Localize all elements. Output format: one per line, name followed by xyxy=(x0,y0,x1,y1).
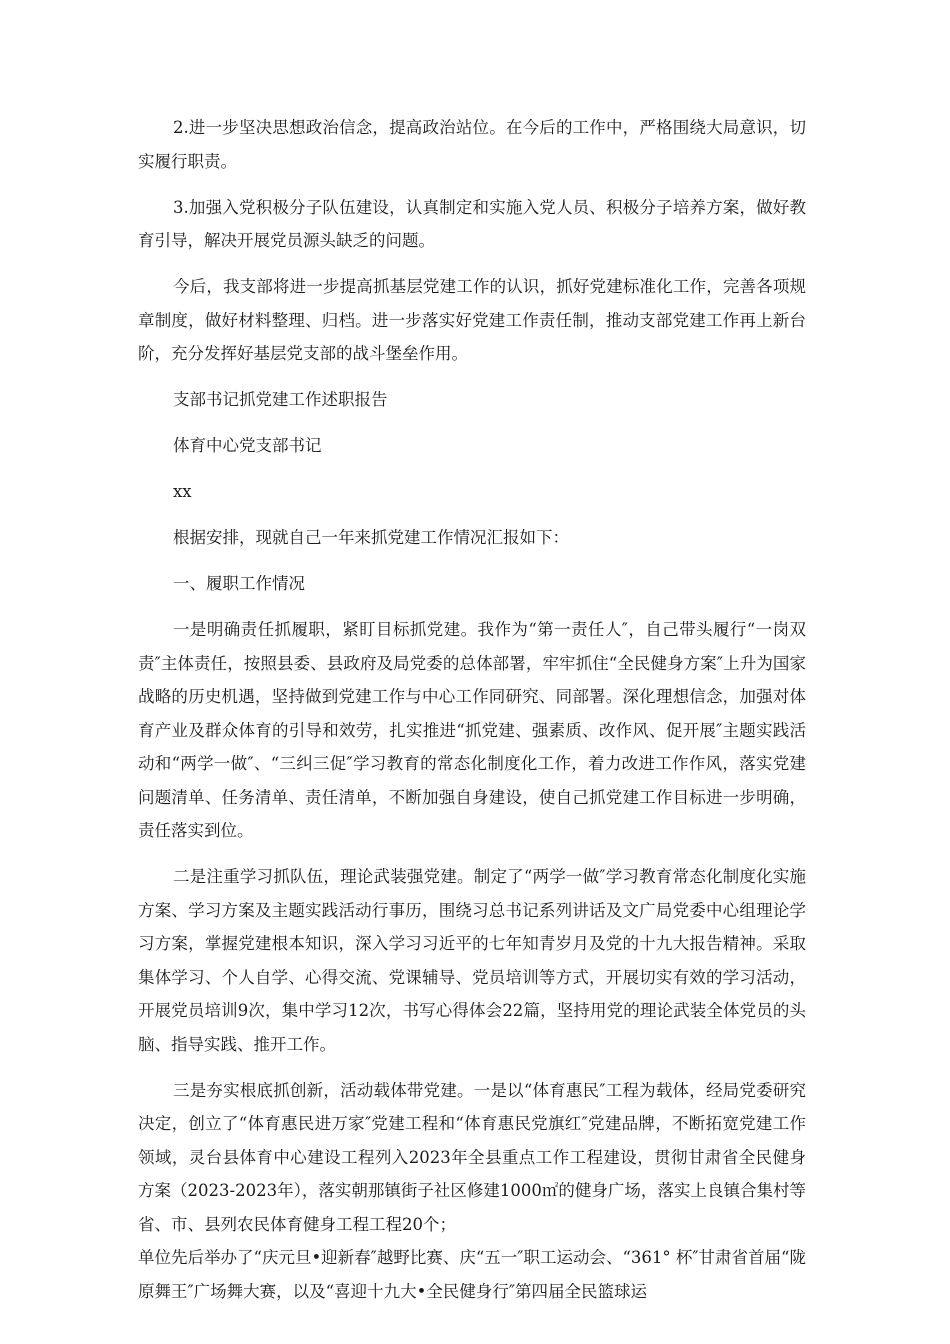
paragraph-future-plan: 今后，我支部将进一步提高抓基层党建工作的认识，抓好党建标准化工作，完善各项规章制度，做好材料整理、归档。进一步落实好党建工作责任制，推动支部党建工作再上新台阶，充分发挥好基层党支部的战斗堡垒作用。 xyxy=(138,277,806,363)
paragraph-point-1: 一是明确责任抓履职，紧盯目标抓党建。我作为“第一责任人″，自己带头履行“一岗双责″主体责任，按照县委、县政府及局党委的总体部署，牢牢抓住“全民健身方案″上升为国家战略的历史机遇，坚持做到党建工作与中心工作同研究、同部署。深化理想信念，加强对体育产业及群众体育的引导和效劳，扎实推进“抓党建、强素质、改作风、促开展″主题实践活动和“两学一做″、“三纠三促″学习教育的常态化制度化工作，着力改进工作作风，落实党建问题清单、任务清单、责任清单，不断加强自身建设，使自己抓党建工作目标进一步明确，责任落实到位。 xyxy=(138,620,806,840)
report-title: 支部书记抓党建工作述职报告 xyxy=(173,390,388,409)
author-position: 体育中心党支部书记 xyxy=(173,436,322,455)
paragraph-point-2: 二是注重学习抓队伍，理论武装强党建。制定了“两学一做″学习教育常态化制度化实施方案、学习方案及主题实践活动行事历，围绕习总书记系列讲话及文广局党委中心组理论学习方案，掌握党建根本知识，深入学习习近平的七年知青岁月及党的十九大报告精神。采取集体学习、个人自学、心得交流、党课辅导、党员培训等方式，开展切实有效的学习活动，开展党员培训9次，集中学习12次，书写心得体会22篇，坚持用党的理论武装全体党员的头脑、指导实践、推开工作。 xyxy=(138,867,806,1054)
paragraph-point-3: 三是夯实根底抓创新，活动载体带党建。一是以“体育惠民″工程为载体，经局党委研究决定，创立了“体育惠民进万家″党建工程和“体育惠民党旗红″党建品牌，不断拓宽党建工作领域，灵台县体育中心建设工程列入2023年全县重点工作工程建设，贯彻甘肃省全民健身方案（2023-2023年），落实朝那镇街子社区修建1000㎡的健身广场，落实上良镇合集村等省、市、县列农民体育健身工程工程20个； xyxy=(138,1080,806,1234)
section-heading: 一、履职工作情况 xyxy=(173,574,305,593)
report-intro: 根据安排，现就自己一年来抓党建工作情况汇报如下： xyxy=(173,528,569,547)
author-name: xx xyxy=(173,482,192,501)
document-body xyxy=(138,111,806,1308)
paragraph-events: 单位先后举办了“庆元旦•迎新春″越野比赛、庆“五一″职工运动会、“361° 杯″甘肃省首届“陇原舞王″广场舞大赛，以及“喜迎十九大•全民健身行″第四届全民篮球运 xyxy=(138,1248,806,1301)
paragraph-measure-3: 3.加强入党积极分子队伍建设，认真制定和实施入党人员、积极分子培养方案，做好教育引导，解决开展党员源头缺乏的问题。 xyxy=(138,197,806,250)
paragraph-measure-2: 2.进一步坚决思想政治信念，提高政治站位。在今后的工作中，严格围绕大局意识，切实履行职责。 xyxy=(138,118,806,171)
